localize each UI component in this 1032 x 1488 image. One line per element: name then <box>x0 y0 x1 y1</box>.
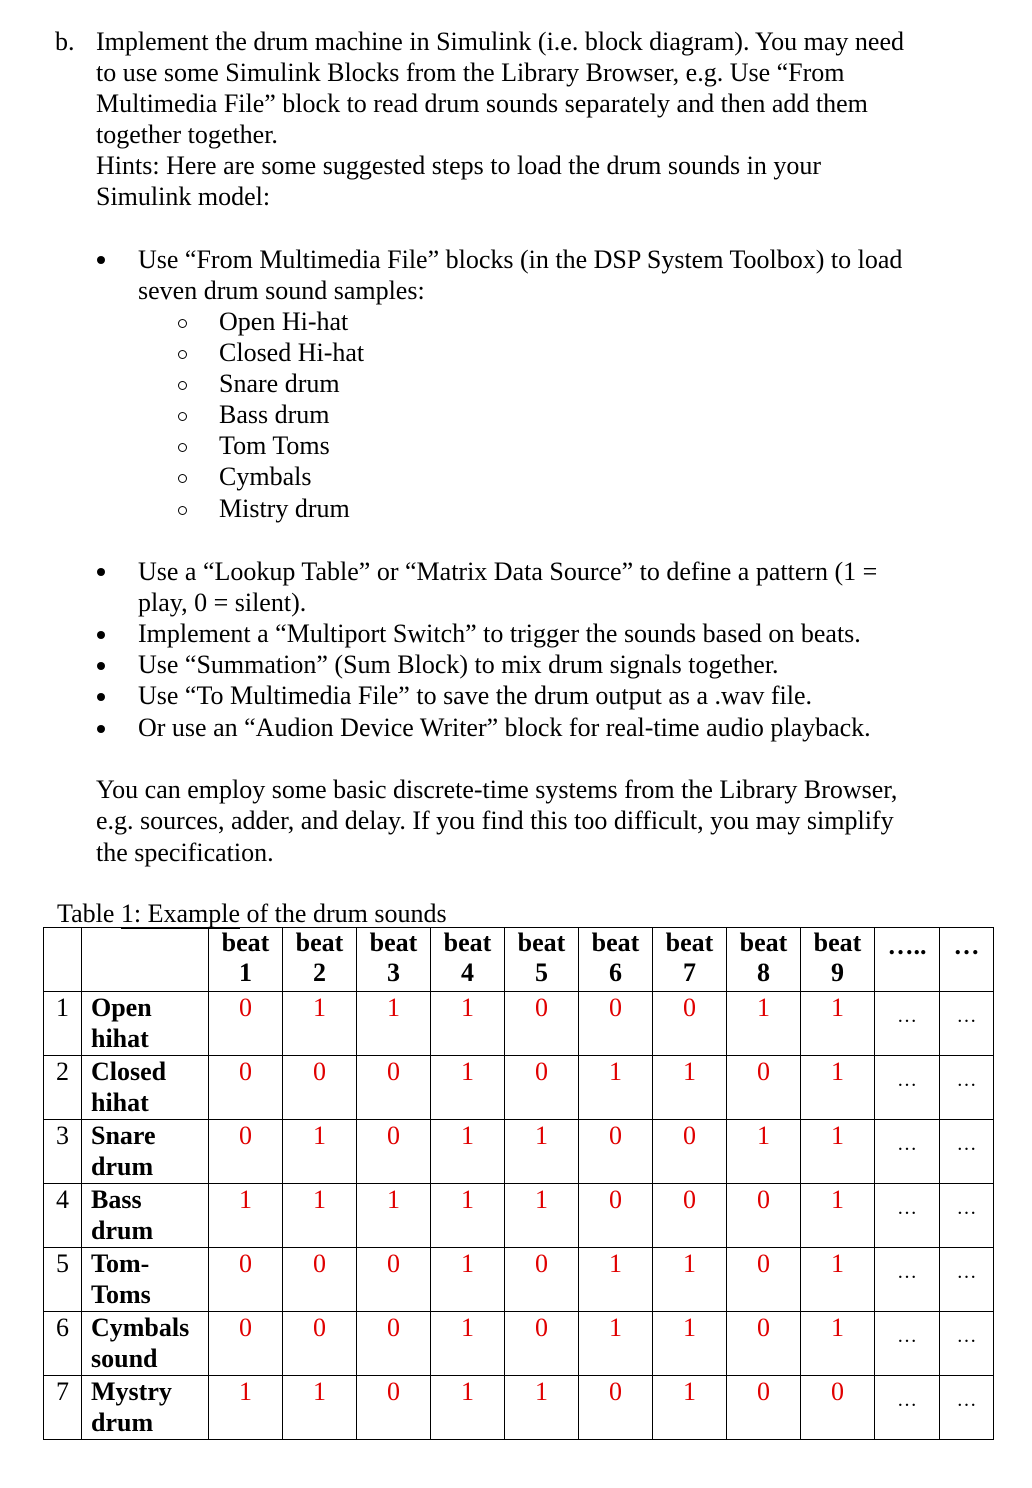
bullet-icon <box>97 631 105 639</box>
beat-value: 0 <box>209 1056 283 1120</box>
paragraph-line: Hints: Here are some suggested steps to load the drum sounds in your <box>96 151 821 180</box>
beat-value: 0 <box>653 1184 727 1248</box>
beat-value: 0 <box>357 1376 431 1440</box>
ellipsis-cell: … <box>940 1056 994 1120</box>
beat-value: 0 <box>283 1056 357 1120</box>
circle-bullet-icon <box>178 412 187 421</box>
bullet-line: Implement a “Multiport Switch” to trigger the sounds based on beats. <box>138 619 861 648</box>
beat-value: 0 <box>653 1120 727 1184</box>
caption-prefix: Table <box>57 899 121 928</box>
bullet-icon <box>97 256 105 264</box>
beat-value: 1 <box>653 1376 727 1440</box>
ellipsis-cell: … <box>940 1312 994 1376</box>
paragraph-line: to use some Simulink Blocks from the Library Browser, e.g. Use “From <box>96 58 845 87</box>
beat-value: 1 <box>283 1376 357 1440</box>
sub-item: Bass drum <box>219 400 330 429</box>
table-row <box>44 1056 994 1120</box>
beat-value: 1 <box>727 992 801 1056</box>
drum-name: Bass drum <box>82 1184 209 1248</box>
beat-value: 1 <box>357 992 431 1056</box>
ellipsis-cell: … <box>875 1184 940 1248</box>
row-number: 4 <box>44 1184 82 1248</box>
beat-value: 0 <box>357 1248 431 1312</box>
beat-value: 1 <box>801 992 875 1056</box>
header-beat: beat 5 <box>505 928 579 992</box>
bullet-line: Use “From Multimedia File” blocks (in the DSP System Toolbox) to load <box>138 245 903 274</box>
beat-value: 1 <box>283 992 357 1056</box>
beat-value: 0 <box>357 1056 431 1120</box>
beat-value: 0 <box>579 1376 653 1440</box>
sub-item: Tom Toms <box>219 431 330 460</box>
row-number: 7 <box>44 1376 82 1440</box>
beat-value: 0 <box>727 1056 801 1120</box>
beat-value: 0 <box>727 1376 801 1440</box>
header-beat: beat 3 <box>357 928 431 992</box>
header-beat: beat 7 <box>653 928 727 992</box>
table-row <box>44 1120 994 1184</box>
sub-item: Mistry drum <box>219 494 350 523</box>
beat-value: 1 <box>431 992 505 1056</box>
beat-value: 0 <box>209 1312 283 1376</box>
beat-value: 0 <box>505 1312 579 1376</box>
drum-name: Closed hihat <box>82 1056 209 1120</box>
beat-value: 1 <box>431 1056 505 1120</box>
row-number: 1 <box>44 992 82 1056</box>
ellipsis-cell: … <box>940 1120 994 1184</box>
table-row <box>44 1184 994 1248</box>
beat-value: 1 <box>505 1184 579 1248</box>
table-row <box>44 1312 994 1376</box>
header-ellipsis: ….. <box>875 928 940 992</box>
beat-value: 1 <box>801 1312 875 1376</box>
sub-item: Closed Hi-hat <box>219 338 365 367</box>
table-header-row <box>44 928 994 992</box>
beat-value: 1 <box>209 1184 283 1248</box>
circle-bullet-icon <box>178 350 187 359</box>
bullet-icon <box>97 693 105 701</box>
circle-bullet-icon <box>178 381 187 390</box>
sub-item: Open Hi-hat <box>219 307 349 336</box>
drum-name: Cymbals sound <box>82 1312 209 1376</box>
ellipsis-cell: … <box>940 1248 994 1312</box>
closing-line: the specification. <box>96 838 274 867</box>
beat-value: 1 <box>727 1120 801 1184</box>
drum-name: Mystry drum <box>82 1376 209 1440</box>
paragraph-line: together together. <box>96 120 278 149</box>
beat-value: 1 <box>431 1248 505 1312</box>
header-beat: beat 8 <box>727 928 801 992</box>
beat-value: 1 <box>283 1184 357 1248</box>
caption-rest: of the drum sounds <box>240 899 447 928</box>
circle-bullet-icon <box>178 506 187 515</box>
paragraph-line: Simulink model: <box>96 182 271 211</box>
ellipsis-cell: … <box>940 1376 994 1440</box>
row-number: 6 <box>44 1312 82 1376</box>
beat-value: 0 <box>357 1312 431 1376</box>
row-number: 2 <box>44 1056 82 1120</box>
drum-name: Open hihat <box>82 992 209 1056</box>
table-row <box>44 992 994 1056</box>
beat-value: 0 <box>653 992 727 1056</box>
beat-value: 0 <box>209 1120 283 1184</box>
bullet-line: Use a “Lookup Table” or “Matrix Data Source” to define a pattern (1 = <box>138 557 878 586</box>
beat-value: 0 <box>727 1184 801 1248</box>
beat-value: 0 <box>357 1120 431 1184</box>
ellipsis-cell: … <box>875 1312 940 1376</box>
beat-value: 0 <box>579 1184 653 1248</box>
header-empty <box>44 928 82 992</box>
beat-value: 1 <box>801 1120 875 1184</box>
beat-value: 0 <box>505 1056 579 1120</box>
beat-value: 1 <box>801 1184 875 1248</box>
caption-underlined: 1: Example <box>120 899 241 928</box>
ellipsis-cell: … <box>940 992 994 1056</box>
beat-value: 1 <box>505 1120 579 1184</box>
paragraph-line: Multimedia File” block to read drum sounds separately and then add them <box>96 89 868 118</box>
bullet-icon <box>97 725 105 733</box>
beat-value: 1 <box>209 1376 283 1440</box>
beat-value: 0 <box>727 1248 801 1312</box>
beat-value: 0 <box>283 1312 357 1376</box>
ellipsis-cell: … <box>875 1056 940 1120</box>
beat-value: 1 <box>579 1248 653 1312</box>
table-row <box>44 1248 994 1312</box>
header-empty <box>82 928 209 992</box>
circle-bullet-icon <box>178 443 187 452</box>
closing-line: e.g. sources, adder, and delay. If you find this too difficult, you may simplify <box>96 806 894 835</box>
beat-value: 0 <box>505 992 579 1056</box>
beat-value: 0 <box>801 1376 875 1440</box>
circle-bullet-icon <box>178 319 187 328</box>
beat-value: 0 <box>283 1248 357 1312</box>
row-number: 3 <box>44 1120 82 1184</box>
beat-value: 1 <box>431 1376 505 1440</box>
bullet-line: Use “To Multimedia File” to save the drum output as a .wav file. <box>138 681 813 710</box>
sub-item: Cymbals <box>219 462 312 491</box>
beat-value: 1 <box>653 1248 727 1312</box>
drum-name: Tom- Toms <box>82 1248 209 1312</box>
circle-bullet-icon <box>178 474 187 483</box>
row-number: 5 <box>44 1248 82 1312</box>
beat-value: 0 <box>209 1248 283 1312</box>
closing-line: You can employ some basic discrete-time systems from the Library Browser, <box>96 775 898 804</box>
header-beat: beat 1 <box>209 928 283 992</box>
bullet-line: seven drum sound samples: <box>138 276 425 305</box>
beat-value: 1 <box>283 1120 357 1184</box>
question-label: b. <box>55 27 75 56</box>
beat-value: 1 <box>431 1184 505 1248</box>
beat-value: 0 <box>579 992 653 1056</box>
drum-name: Snare drum <box>82 1120 209 1184</box>
beat-value: 0 <box>505 1248 579 1312</box>
paragraph-line: Implement the drum machine in Simulink (i.e. block diagram). You may need <box>96 27 905 56</box>
bullet-line: Use “Summation” (Sum Block) to mix drum signals together. <box>138 650 779 679</box>
table-caption <box>57 899 447 929</box>
ellipsis-cell: … <box>940 1184 994 1248</box>
bullet-line: Or use an “Audion Device Writer” block for real-time audio playback. <box>138 713 871 742</box>
ellipsis-cell: … <box>875 1120 940 1184</box>
beat-value: 1 <box>505 1376 579 1440</box>
beat-value: 0 <box>209 992 283 1056</box>
beat-value: 1 <box>801 1248 875 1312</box>
sub-item: Snare drum <box>219 369 340 398</box>
header-beat: beat 9 <box>801 928 875 992</box>
table-row <box>44 1376 994 1440</box>
drum-pattern-table <box>43 927 994 1440</box>
header-beat: beat 2 <box>283 928 357 992</box>
beat-value: 1 <box>579 1056 653 1120</box>
bullet-line: play, 0 = silent). <box>138 588 307 617</box>
bullet-icon <box>97 662 105 670</box>
beat-value: 1 <box>579 1312 653 1376</box>
beat-value: 0 <box>727 1312 801 1376</box>
beat-value: 1 <box>431 1120 505 1184</box>
header-beat: beat 6 <box>579 928 653 992</box>
beat-value: 1 <box>431 1312 505 1376</box>
beat-value: 1 <box>653 1056 727 1120</box>
ellipsis-cell: … <box>875 992 940 1056</box>
header-beat: beat 4 <box>431 928 505 992</box>
beat-value: 0 <box>579 1120 653 1184</box>
ellipsis-cell: … <box>875 1376 940 1440</box>
ellipsis-cell: … <box>875 1248 940 1312</box>
beat-value: 1 <box>801 1056 875 1120</box>
header-ellipsis: … <box>940 928 994 992</box>
beat-value: 1 <box>653 1312 727 1376</box>
beat-value: 1 <box>357 1184 431 1248</box>
bullet-icon <box>97 568 105 576</box>
